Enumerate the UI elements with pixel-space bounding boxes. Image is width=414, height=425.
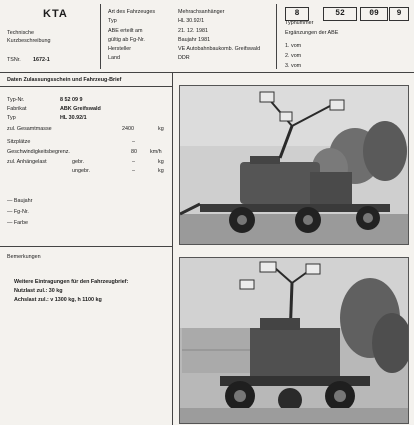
type-number-digit-1: 52 [323,7,357,21]
field-value-2: 21. 12. 1981 [178,28,208,34]
extra-farbe: — Farbe [7,220,28,226]
field-label-0: Art des Fahrzeuges [108,9,156,15]
subtitle-line1: Technische [7,30,34,36]
remarks-line1: Weitere Eintragungen für den Fahrzeugbrief: [14,279,129,285]
section-title-rule [0,86,172,87]
logo: KTA [43,8,68,20]
spec-unit-5: km/h [150,149,162,155]
extra-fg-nr: — Fg-Nr. [7,209,29,215]
field-label-3: gültig ab Fg-Nr. [108,37,145,43]
header-divider-1 [100,4,101,69]
subtitle-line2: Kurzbeschreibung [7,38,51,44]
spec-label-0: Typ-Nr. [7,97,25,103]
field-value-3: Baujahr 1981 [178,37,211,43]
type-number-label: Typnummer [285,20,314,26]
supplements-title: Ergänzungen der ABE [285,30,339,36]
remarks-title: Bemerkungen [7,254,41,260]
remarks-line2: Nutzlast zul.: 30 kg [14,288,63,294]
spec-sub-7: ungebr. [72,168,90,174]
spec-label-4: Sitzplätze [7,139,31,145]
extra-baujahr: — Baujahr [7,198,33,204]
remarks-line3: Achslast zul.: v 1300 kg, h 1100 kg [14,297,102,303]
spec-value-7: – [132,168,135,174]
spec-label-3: zul. Gesamtmasse [7,126,52,132]
field-value-4: VE Autobahnbaukomb. Greifswald [178,46,261,52]
ts-label: TSNr. [7,57,21,63]
spec-label-1: Fabrikat [7,106,27,112]
column-divider [172,73,173,425]
spec-unit-6: kg [158,159,164,165]
spec-unit-7: kg [158,168,164,174]
spec-unit-3: kg [158,126,164,132]
type-number-digit-2: 09 [360,7,388,21]
spec-value-2: HL 30.92/1 [60,115,87,121]
trailer-photo-side [179,85,409,245]
remarks-rule [0,246,172,247]
header-divider-2 [276,4,277,69]
field-label-4: Hersteller [108,46,132,52]
field-label-2: ABE erteilt am [108,28,143,34]
type-number-digit-3: 9 [389,7,409,21]
spec-value-0: 8 52 09 9 [60,97,83,103]
spec-sub-6: gebr. [72,159,84,165]
trailer-photo-front [179,257,409,424]
supplement-2: 2. vom [285,53,302,59]
spec-label-2: Typ [7,115,16,121]
spec-label-6: zul. Anhängelast [7,159,47,165]
spec-value-3: 2400 [122,126,134,132]
field-value-1: HL 30.92/1 [178,18,205,24]
field-value-0: Mehrachsanhänger [178,9,225,15]
field-label-1: Typ [108,18,117,24]
field-label-5: Land [108,55,120,61]
supplement-1: 1. vom [285,43,302,49]
supplement-3: 3. vom [285,63,302,69]
spec-value-5: 80 [131,149,137,155]
section-title: Daten Zulassungsschein und Fahrzeug-Brief [7,77,122,83]
spec-label-5: Geschwindigkeitsbegrenz. [7,149,70,155]
ts-value: 1672-1 [33,57,50,63]
spec-value-1: ABK Greifswald [60,106,101,112]
spec-value-4: – [132,139,135,145]
header-bottom-rule [0,72,414,73]
type-number-digit-0: 8 [285,7,309,21]
field-value-5: DDR [178,55,190,61]
spec-value-6: – [132,159,135,165]
